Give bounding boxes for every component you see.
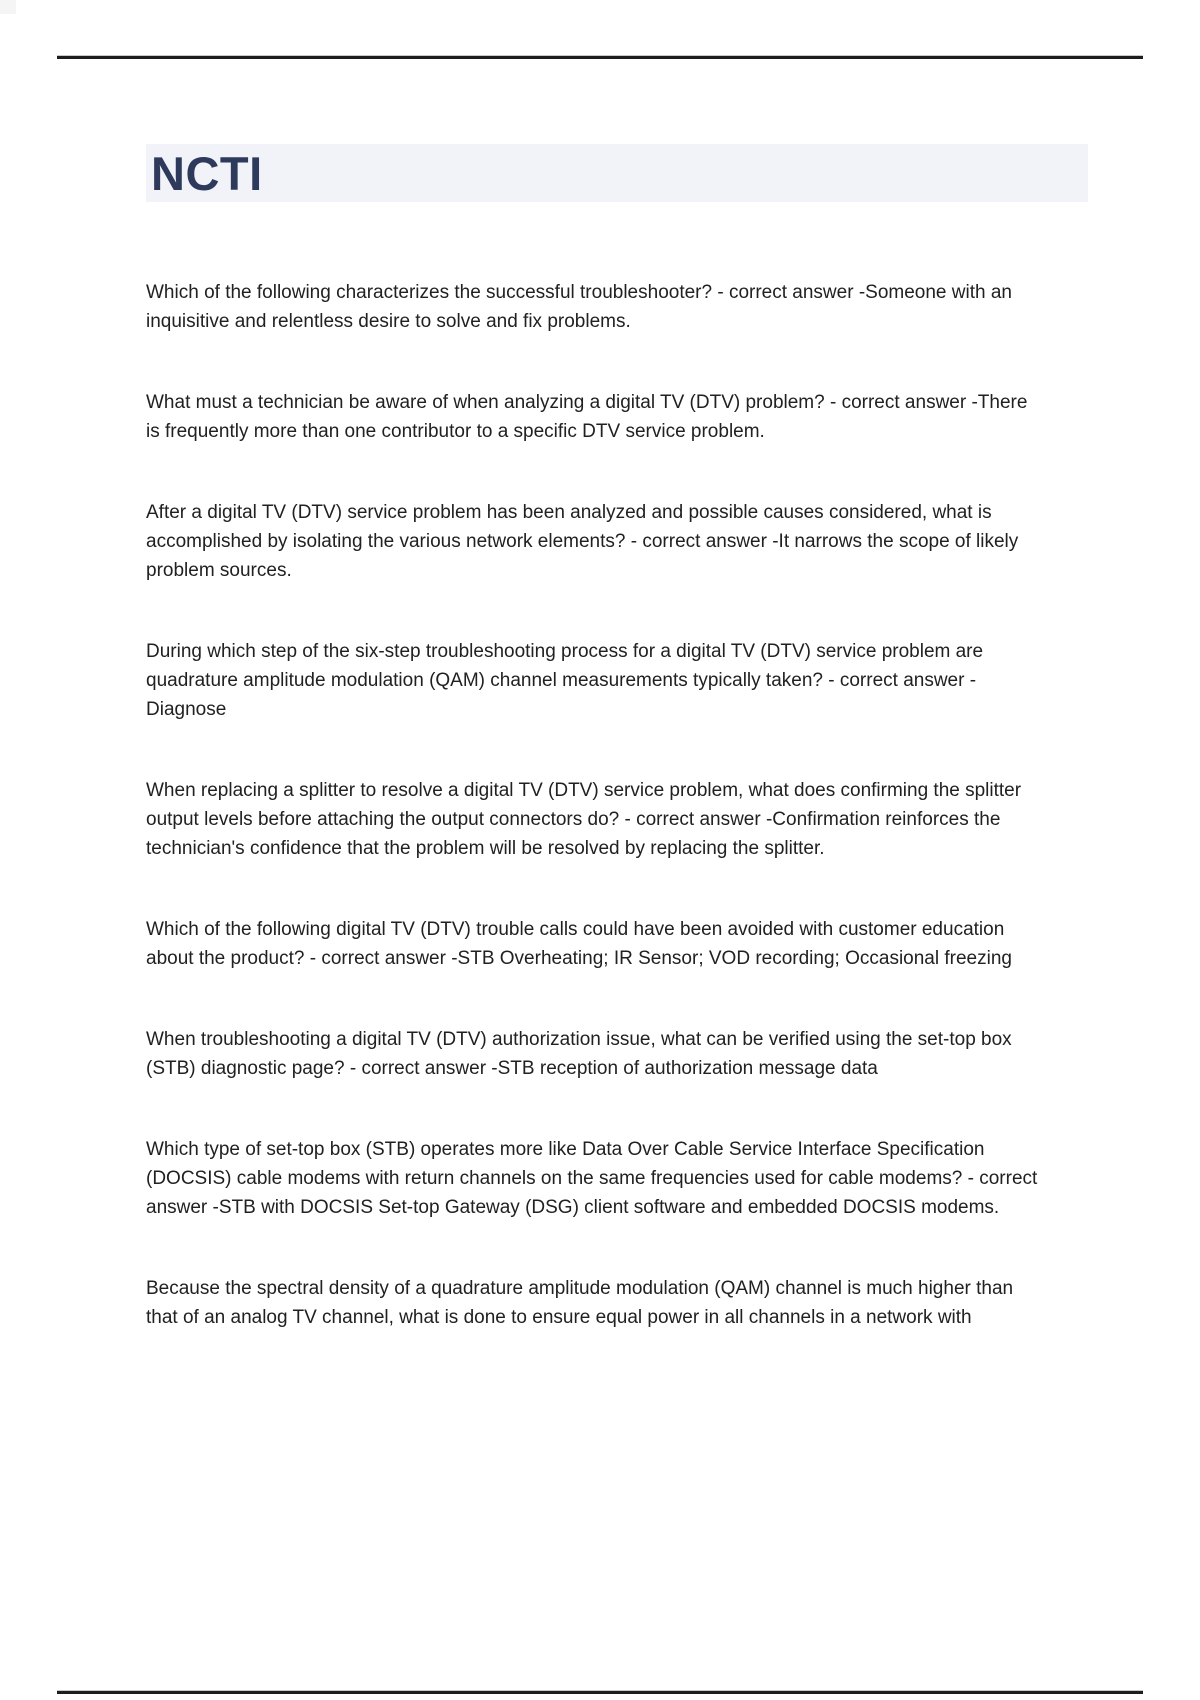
- bottom-rule: [57, 1690, 1143, 1694]
- qa-item: [146, 498, 1106, 585]
- qa-item: [146, 776, 1106, 863]
- qa-line: Which type of set-top box (STB) operates more like Data Over Cable Service Interface Specification: [146, 1139, 985, 1160]
- qa-item: [146, 637, 1106, 724]
- qa-line: When troubleshooting a digital TV (DTV) authorization issue, what can be verified using the set-top box: [146, 1029, 1012, 1050]
- qa-item: [146, 915, 1106, 973]
- qa-line: inquisitive and relentless desire to solve and fix problems.: [146, 311, 631, 332]
- qa-line: Which of the following characterizes the successful troubleshooter? - correct answer -Someone with an: [146, 282, 1012, 303]
- corner-artifact: [0, 0, 16, 14]
- qa-line: about the product? - correct answer -STB Overheating; IR Sensor; VOD recording; Occasional freezing: [146, 948, 1012, 969]
- qa-item: [146, 1135, 1106, 1222]
- qa-line: (DOCSIS) cable modems with return channels on the same frequencies used for cable modems? - correct: [146, 1168, 1038, 1189]
- qa-line: Which of the following digital TV (DTV) trouble calls could have been avoided with customer education: [146, 919, 1005, 940]
- qa-line: During which step of the six-step troubleshooting process for a digital TV (DTV) service problem are: [146, 641, 984, 662]
- qa-line: that of an analog TV channel, what is done to ensure equal power in all channels in a network with: [146, 1307, 972, 1328]
- qa-item: [146, 1025, 1106, 1083]
- qa-line: problem sources.: [146, 560, 292, 581]
- top-rule: [57, 55, 1143, 59]
- qa-item: [146, 388, 1106, 446]
- qa-line: is frequently more than one contributor to a specific DTV service problem.: [146, 421, 765, 442]
- title-bar: [146, 144, 1088, 202]
- qa-line: What must a technician be aware of when analyzing a digital TV (DTV) problem? - correct answer -There: [146, 392, 1028, 413]
- qa-line: Because the spectral density of a quadrature amplitude modulation (QAM) channel is much higher than: [146, 1278, 1014, 1299]
- qa-list: [146, 278, 1106, 1384]
- qa-line: After a digital TV (DTV) service problem has been analyzed and possible causes considered, what is: [146, 502, 992, 523]
- qa-item: [146, 1274, 1106, 1332]
- qa-item: [146, 278, 1106, 336]
- qa-line: Diagnose: [146, 699, 227, 720]
- qa-line: (STB) diagnostic page? - correct answer -STB reception of authorization message data: [146, 1058, 878, 1079]
- qa-line: answer -STB with DOCSIS Set-top Gateway (DSG) client software and embedded DOCSIS modems.: [146, 1197, 1000, 1218]
- qa-line: quadrature amplitude modulation (QAM) channel measurements typically taken? - correct answer -: [146, 670, 977, 691]
- qa-line: technician's confidence that the problem will be resolved by replacing the splitter.: [146, 838, 825, 859]
- qa-line: output levels before attaching the output connectors do? - correct answer -Confirmation reinforces the: [146, 809, 1001, 830]
- page-title: NCTI: [151, 146, 263, 200]
- qa-line: When replacing a splitter to resolve a digital TV (DTV) service problem, what does confirming the splitter: [146, 780, 1022, 801]
- qa-line: accomplished by isolating the various network elements? - correct answer -It narrows the scope of likely: [146, 531, 1019, 552]
